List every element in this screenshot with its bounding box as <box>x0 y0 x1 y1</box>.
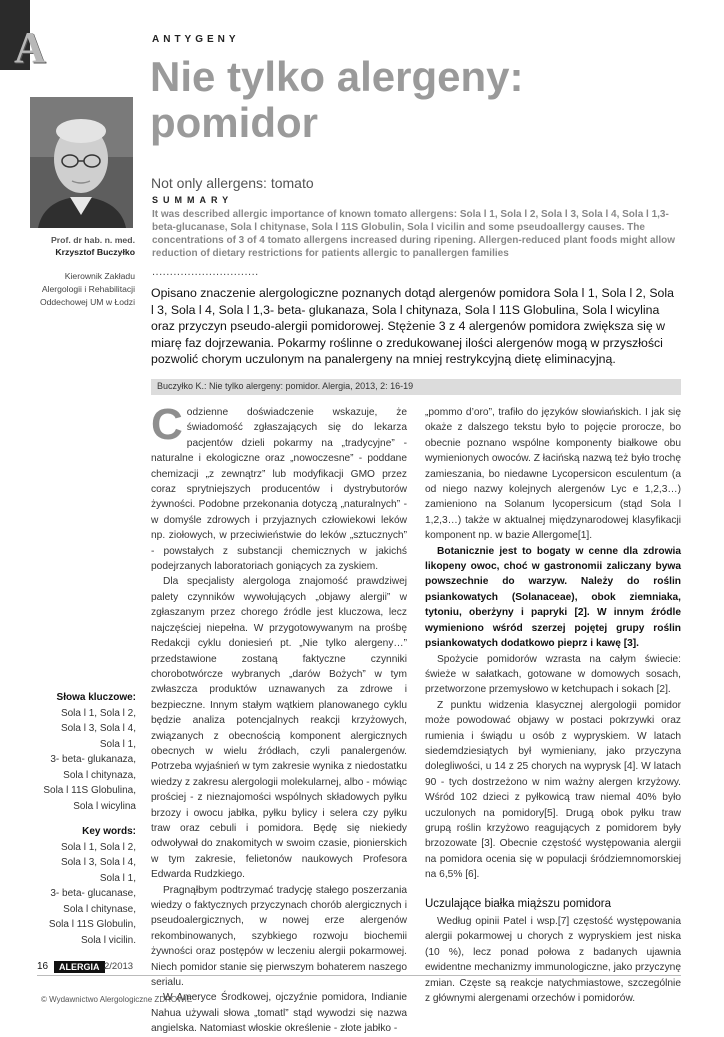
paragraph: Z punktu widzenia klasycznej alergologii pomidor może powodować objawy w postaci pokrzywki oraz rumienia i świądu u osób z wypryskiem. W latach siedemdziesiątych był wymieniany, jako przyczyna dolegliwości, u 14 z 25 chorych na wyprysk [4]. W latach 90 - tych dostrzeżono w nim ważny alergen krzyżowy. Wśród 102 dzieci z pyłkowicą traw niemal 40% było uczulonych na pomidory[5]. Drugą obok pyłku traw grupą roślin krzyżowo reagujących z pomidorem były brzozowate [3]. Obecnie częstość występowania alergii na pomidora ocenia się w populacji śródziemnomorskiej na 6,5% [6]. <box>425 699 681 881</box>
keywords-pl-heading: Słowa kluczowe: <box>56 692 136 703</box>
author-portrait-image <box>30 97 133 228</box>
issue-number: 2/2013 <box>104 961 134 972</box>
paragraph: „pommo d’oro”, trafiło do języków słowiańskich. I jak się okaże z dalszego tekstu było to pojęcie prorocze, bo obecnie poznano wspólne komponenty białkowe obu wymienionych owoców. Z łacińską nazwą też było trochę zamieszania, bo niedawne Lycopersicon esculentum (a od niego nazwy kolejnych alergenów Lyc e 1,2,3…) zamieniono na Solanum lycopersicum (stąd Sola l 1,2,3…) także w aktualnej międzynarodowej klasyfikacji komponent np. w bazie Allergome[1]. <box>425 407 681 542</box>
keyword-item: Sola l vicilin. <box>80 934 136 946</box>
paragraph: W Ameryce Środkowej, ojczyźnie pomidora, Indianie Nahua używali słowa „tomatl” stąd wywodzi się nazwa angielska. Natomiast włoskie określenie - złote jabłko - <box>151 992 407 1035</box>
keywords-en-heading: Key words: <box>82 826 136 837</box>
paragraph: Dla specjalisty alergologa znajomość prawdziwej palety czynników wywołujących „objawy alergii” w zgłaszanym przez chorego źródle jest kluczowa, lecz najczęściej niepełna. W przygotowywanym na prośbę Redakcji cyklu doniesień pt. „Nie tylko alergeny…” przedstawione zostaną faktyczne czynniki chorobotwórcze wybranych „darów Bożych” w tym zwłaszcza produktów uznawanych za zdrowe i bezpieczne. Innym stałym wątkiem planowanego cyklu będzie analiza potencjalnych reakcji krzyżowych, związanych z obecnością komponent alergicznych obecnych w wielu źródłach, czyli panalergenów. Potrzeba wyjaśnień w tym zakresie wynika z niedostatku wiedzy z zakresu alergologii molekularnej, albo - mówiąc prościej - z nieznajomości wspólnych składowych pyłku brzozy i owocu jabłka, pyłku bylicy i selera czy pyłku traw oraz cebuli i pomidora. Będę się niekiedy odwoływał do znakomitych w swoim czasie, pionierskich w tym zakresie, felietonów naukowych Profesora Edwarda Rudzkiego. <box>151 576 407 881</box>
affiliation-line: Kierownik Zakładu <box>64 271 135 281</box>
keyword-item: 3- beta- glukanaza, <box>50 754 136 765</box>
polish-abstract: Opisano znaczenie alergologiczne poznanych dotąd alergenów pomidora Sola l 1, Sola l 2, Sola l 3, Sola l 4, Sola l 1,3- beta- glukanaza, Sola l chitynaza, Sola l 11S Globulina, Sola l wicylina oraz przyczyn pseudo-alergii pomidorowej. Stężenie 3 z 4 alergenów pomidora zwiększa się w miarę faz dojrzewania. Pokarmy roślinne o zredukowanej ilości alergenów mogą w przyszłości pozwolić chorym uczulonym na panalergeny na mniej restrykcyjną dietę eliminacyjną. <box>151 286 674 366</box>
body-column-right <box>425 405 681 1006</box>
section-heading: Uczulające białka miąższu pomidora <box>425 897 611 910</box>
page-number: 16 <box>37 961 49 972</box>
keyword-item: Sola l chitynase, <box>63 903 136 915</box>
paragraph: Spożycie pomidorów wzrasta na całym świecie: świeże w sałatkach, gotowane w domowych sosach, przetworzone przemysłowo w ketchupach i sokach [2]. <box>425 653 681 696</box>
keyword-item: Sola l 3, Sola l 4, <box>60 723 136 734</box>
author-affiliation <box>20 270 135 309</box>
keyword-item: Sola l 3, Sola l 4, <box>60 857 136 868</box>
author-academic-title: Prof. dr hab. n. med. <box>51 235 135 245</box>
keyword-item: Sola l 1, Sola l 2, <box>60 841 136 853</box>
affiliation-line: Alergologii i Rehabilitacji <box>41 284 135 294</box>
copyright-notice: © Wydawnictwo Alergologiczne ZDROWIE <box>41 995 193 1004</box>
keyword-item: Sola l 11S Globulin, <box>48 919 136 930</box>
author-photo <box>30 97 133 228</box>
article-title <box>150 54 690 146</box>
keywords-pl <box>14 690 136 814</box>
keyword-item: Sola l wicylina <box>73 800 136 812</box>
paragraph-emphasis: Botanicznie jest to bogaty w cenne dla zdrowia likopeny owoc, choć w gastronomii zaliczany bywa powszechnie do warzyw. Należy do roślin psiankowatych (Solanaceae), obok ziemniaka, tytoniu, oberżyny i papryki [2]. W innym źródle wymieniono wśród szerzej pojętej grupy roślin psiankowatych dodatkowo pieprz i kawę [3]. <box>425 545 681 650</box>
journal-badge: ALERGIA <box>54 961 105 973</box>
drop-cap: C <box>151 400 183 449</box>
keyword-item: Sola l chitynaza, <box>63 769 136 781</box>
paragraph: Pragnąłbym podtrzymać tradycję stałego poszerzania wiedzy o faktycznych przyczynach chorób alergicznych i pseudoalergicznych, w nowej erze alergenów rekombinowanych, szybkiego rozwoju biochemii żywności oraz postępów w leczeniu alergii pokarmowej. Niech pomidor stanie się pierwszym bohaterem naszego serialu. <box>151 884 407 989</box>
section-label: ANTYGENY <box>152 34 240 45</box>
paragraph-text: odzienne doświadczenie wskazuje, że świadomość zgłaszających się do lekarza pacjentów dzieli pokarmy na „tradycyjne” - naturalne i ekologiczne oraz „nowoczesne” - poddane chemizacji „z zewnątrz” lub modyfikacji GMO przez coraz sprytniejszych producentów i dystrybutorów żywności. Podobne przekonania dotyczą „naturalnych” - w domyśle zdrowych i przyjaznych człowiekowi leków np. ziołowych, w przeciwieństwie do leków „sztucznych” - powstałych z substancji chemicznych w jakichś podejrzanych laboratoriach goniących za zyskiem. <box>151 407 407 573</box>
affiliation-line: Oddechowej UM w Łodzi <box>39 297 135 307</box>
keyword-item: 3- beta- glucanase, <box>50 888 136 899</box>
keyword-item: Sola l 1, Sola l 2, <box>60 707 136 719</box>
separator-dots: .............................. <box>152 266 259 278</box>
author-name: Krzysztof Buczyłko <box>55 247 135 257</box>
title-line-1: Nie tylko alergeny: <box>150 53 524 100</box>
english-subtitle: Not only allergens: tomato <box>151 175 314 191</box>
summary-label: SUMMARY <box>152 195 234 205</box>
keyword-item: Sola l 1, <box>99 872 136 884</box>
keyword-item: Sola l 1, <box>99 738 136 750</box>
keywords-en <box>14 824 136 948</box>
footer-rule <box>37 975 681 976</box>
body-column-left <box>151 400 407 1037</box>
keyword-item: Sola l 11S Globulina, <box>43 785 136 796</box>
title-line-2: pomidor <box>150 99 318 146</box>
paragraph <box>151 400 407 574</box>
paragraph: Według opinii Patel i wsp.[7] częstość występowania alergii pokarmowej u chorych z wypryskiem jest niska (10 %), lecz ponad połowa z badanych ujawnia ewidentne mechanizmy immunologiczne, jako przyczynę zmian. Częste są reakcje natychmiastowe, szczególnie z głównymi alergenami orzechów i pomidorów. <box>425 916 681 1005</box>
section-initial: A <box>14 23 46 72</box>
summary-text: It was described allergic importance of known tomato allergens: Sola l 1, Sola l 2, Sola l 3, Sola l 4, Sola l 1,3- beta-glucanase, Sola l chitynase, Sola l 11S Globulin, Sola l vicilin and some pseudoallergy causes. The concentrations of 3 of 4 tomato allergens increased during ripening. Allergen-reduced plant foods might allow reduction of dietary restrictions for patients allergic to panallergen families <box>152 209 676 259</box>
citation-text: Buczyłko K.: Nie tylko alergeny: pomidor. Alergia, 2013, 2: 16-19 <box>157 381 414 391</box>
